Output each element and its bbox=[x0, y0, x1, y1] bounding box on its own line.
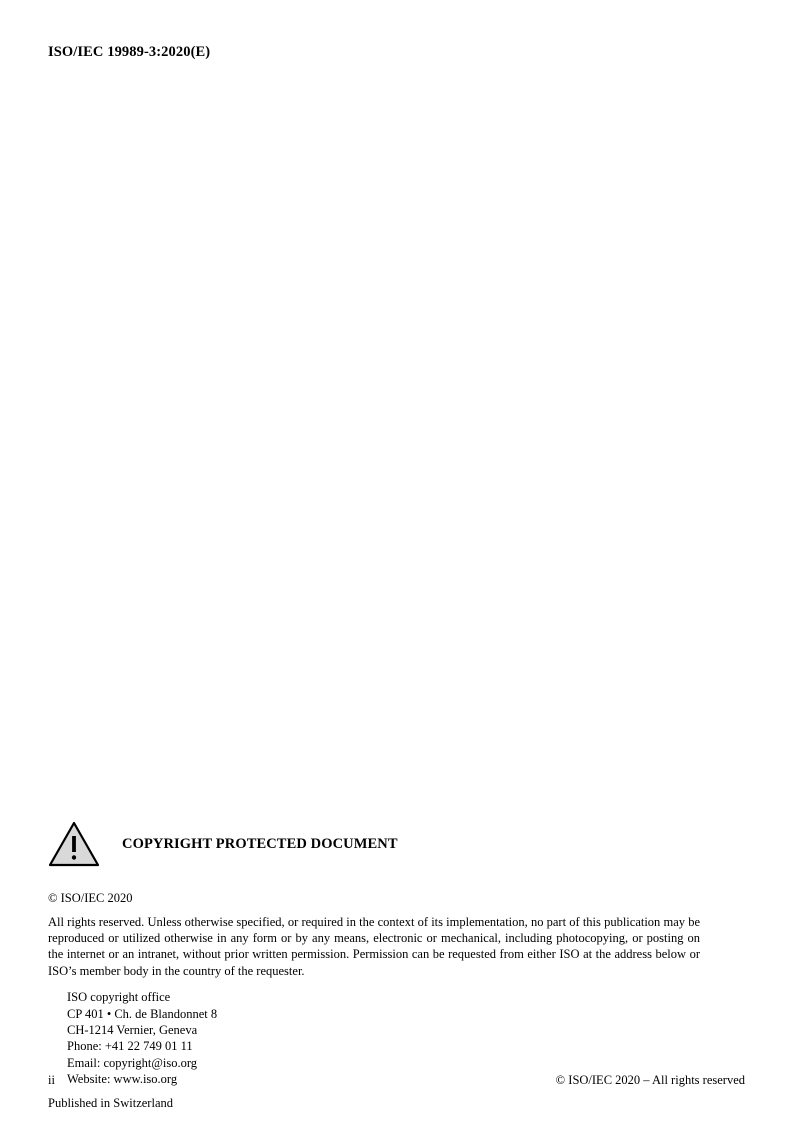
footer-rights-statement: © ISO/IEC 2020 – All rights reserved bbox=[555, 1073, 745, 1087]
published-in-line: Published in Switzerland bbox=[48, 1096, 173, 1111]
page-number: ii bbox=[48, 1073, 55, 1087]
address-line: CP 401 • Ch. de Blandonnet 8 bbox=[67, 1006, 218, 1021]
copyright-title-row bbox=[48, 818, 700, 870]
copyright-year-line: © ISO/IEC 2020 bbox=[48, 891, 133, 905]
all-rights-reserved-paragraph: All rights reserved. Unless otherwise specified, or required in the context of its implementation, no part of this publication may be reproduced or utilized otherwise in any form or by any means, electronic or mechanical, including photocopying, or posting on the internet or an intranet, without prior written permission. Permission can be requested from either ISO at the address below or ISO’s member body in the country of the requester. bbox=[48, 914, 700, 978]
copyright-protected-document-title: COPYRIGHT PROTECTED DOCUMENT bbox=[122, 835, 398, 852]
address-line: Phone: +41 22 749 01 11 bbox=[67, 1039, 193, 1054]
copyright-notice-block bbox=[48, 818, 700, 1112]
address-line: ISO copyright office bbox=[67, 990, 171, 1005]
warning-triangle-icon bbox=[48, 821, 100, 867]
address-line: Email: copyright@iso.org bbox=[67, 1055, 198, 1070]
address-line: Website: www.iso.org bbox=[67, 1072, 178, 1086]
address-line: CH-1214 Vernier, Geneva bbox=[67, 1022, 198, 1037]
page-header-standard-reference: ISO/IEC 19989-3:2020(E) bbox=[48, 44, 211, 60]
page-footer bbox=[48, 1073, 745, 1088]
